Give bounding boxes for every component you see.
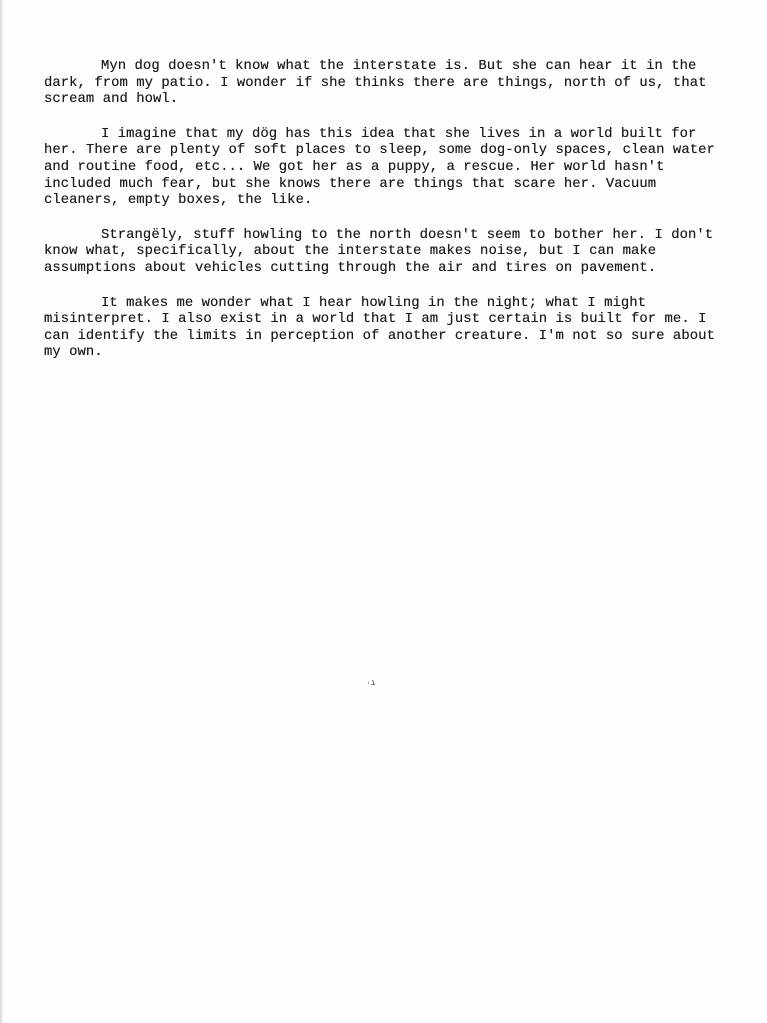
paragraph-2: I imagine that my dög has this idea that she lives in a world built for her. There are plenty of soft places to sleep, some dog-only spaces, clean water and routine food, etc... We got her as a puppy, a rescue. Her world hasn't included much fear, but she knows there are things that scare her. Vacuum cleaners, empty boxes, the like. (44, 125, 715, 209)
page-edge-shadow (0, 0, 3, 1023)
typed-text-body (44, 58, 734, 379)
paragraph-3: Strangëly, stuff howling to the north doesn't seem to bother her. I don't know what, specifically, about the interstate makes noise, but I can make assumptions about vehicles cutting through the air and tires on pavement. (44, 226, 714, 276)
paragraph-4: It makes me wonder what I hear howling in the night; what I might misinterpret. I also exist in a world that I am just certain is built for me. I can identify the limits in perception of another creature. I'm not so sure about my own. (44, 294, 715, 361)
paragraph-1: Myn dog doesn't know what the interstate is. But she can hear it in the dark, from my patio. I wonder if she thinks there are things, north of us, that scream and howl. (44, 58, 707, 108)
stray-ink-mark: ·ı (366, 679, 376, 688)
